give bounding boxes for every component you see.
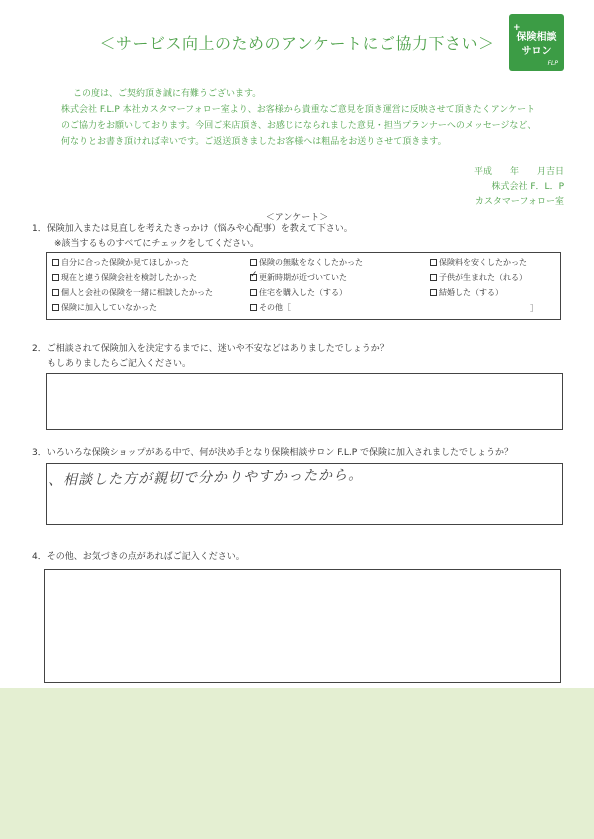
logo-brand: FLP [547, 60, 558, 67]
question-4-answer-box[interactable] [44, 569, 561, 683]
page-title: ＜サービス向上のためのアンケートにご協力下さい＞ [99, 34, 495, 53]
other-bracket-close: ］ [530, 304, 538, 313]
option-label: 住宅を購入した（する） [259, 288, 347, 297]
checkbox-icon[interactable] [52, 289, 59, 296]
question-1-note: ※該当するものすべてにチェックをしてください。 [54, 239, 260, 249]
option-checkbox[interactable] [430, 272, 527, 283]
option-checkbox[interactable] [52, 272, 197, 283]
option-label: その他［ [259, 303, 291, 312]
option-checkbox[interactable] [430, 257, 527, 268]
logo-line2: サロン [521, 46, 552, 57]
option-label: 更新時期が近づいていた [259, 273, 347, 282]
option-label: 自分に合った保険か見てほしかった [61, 258, 189, 267]
logo-line1: 保険相談 [516, 32, 557, 43]
checkbox-icon[interactable] [52, 304, 59, 311]
question-2-text: 2．ご相談されて保険加入を決定するまでに、迷いや不安などはありましたでしょうか？ [32, 344, 389, 354]
company-name: 株式会社 F．L．P [491, 182, 564, 192]
option-label: 結婚した（する） [439, 288, 503, 297]
survey-heading: ＜アンケート＞ [265, 213, 329, 223]
intro-line: 株式会社 F.L.P 本社カスタマーフォロー室より、お客様から貴重なご意見を頂き運営に反映させて頂きたくアンケート [61, 105, 536, 115]
option-checkbox[interactable] [52, 257, 189, 268]
question-3 [32, 446, 513, 461]
logo [509, 14, 564, 71]
question-3-text: 3．いろいろな保険ショップがある中で、何が決め手となり保険相談サロン F.L.P で保険に加入されましたでしょうか？ [32, 448, 513, 458]
option-checkbox[interactable] [52, 302, 157, 313]
checkbox-icon[interactable] [430, 259, 437, 266]
option-checkbox[interactable] [250, 302, 291, 313]
checkbox-icon[interactable] [52, 274, 59, 281]
checkbox-icon[interactable] [250, 259, 257, 266]
option-checkbox[interactable] [250, 287, 347, 298]
option-checkbox[interactable] [430, 287, 503, 298]
logo-plus: + [513, 23, 521, 33]
checkbox-icon[interactable] [250, 289, 257, 296]
question-1 [32, 222, 353, 252]
intro-line: この度は、ご契約頂き誠に有難うございます。 [73, 89, 262, 99]
option-label: 保険に加入していなかった [61, 303, 157, 312]
option-checkbox[interactable] [250, 272, 347, 283]
checkbox-icon[interactable] [430, 274, 437, 281]
question-2 [32, 342, 389, 372]
question-4 [32, 550, 245, 565]
option-label: 個人と会社の保険を一緒に相談したかった [61, 288, 213, 297]
checkbox-icon[interactable] [52, 259, 59, 266]
date: 平成 年 月吉日 [473, 167, 564, 177]
question-1-text: 1．保険加入または見直しを考えたきっかけ（悩みや心配事）を教えて下さい。 [32, 224, 353, 234]
sender-block [474, 165, 564, 210]
option-checkbox[interactable] [52, 287, 213, 298]
checkbox-icon[interactable] [250, 304, 257, 311]
option-label: 保険の無駄をなくしたかった [259, 258, 363, 267]
intro-text [61, 86, 581, 150]
option-label: 子供が生まれた（れる） [439, 273, 527, 282]
option-label: 保険料を安くしたかった [439, 258, 527, 267]
checkbox-icon[interactable] [430, 289, 437, 296]
checkbox-checked-icon[interactable] [250, 274, 257, 281]
question-4-text: 4．その他、お気づきの点があればご記入ください。 [32, 552, 245, 562]
question-3-answer: 、相談した方が親切で分かりやすかったから。 [47, 467, 364, 489]
option-checkbox[interactable] [250, 257, 363, 268]
question-2-sub: もしありましたらご記入ください。 [47, 359, 192, 369]
intro-line: のご協力をお願いしております。今回ご来店頂き、お感じになられました意見・担当プランナーへのメッセージなど、 [61, 121, 537, 131]
question-2-answer-box[interactable] [46, 373, 563, 430]
department: カスタマーフォロー室 [474, 197, 564, 207]
intro-line: 何なりとお書き頂ければ幸いです。ご返送頂きましたお客様へは粗品をお送りさせて頂きます。 [61, 137, 447, 147]
footer-band [0, 688, 594, 839]
option-label: 現在と違う保険会社を検討したかった [61, 273, 197, 282]
